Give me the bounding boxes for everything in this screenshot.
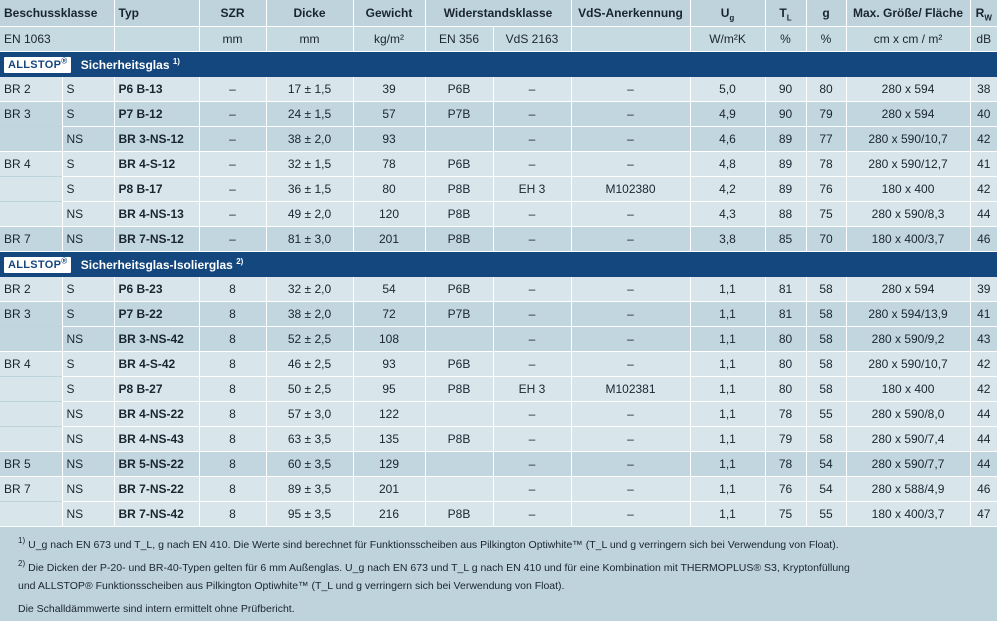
cell-gewicht: 108 <box>353 326 425 351</box>
cell-dicke: 60 ± 3,5 <box>266 451 353 476</box>
cell-ug: 1,1 <box>690 501 765 526</box>
cell-g: 58 <box>806 376 846 401</box>
cell-typ: BR 4-NS-13 <box>114 201 199 226</box>
cell-en356: P8B <box>425 426 493 451</box>
cell-max: 280 x 590/8,3 <box>846 201 970 226</box>
cell-en356: P7B <box>425 301 493 326</box>
unit-empty <box>114 27 199 52</box>
col-header-tl: $T_L$ <box>765 0 806 27</box>
cell-max: 280 x 590/7,7 <box>846 451 970 476</box>
cell-szr: – <box>199 77 266 102</box>
section1-rows <box>0 77 997 252</box>
cell-tl: 75 <box>765 501 806 526</box>
cell-s-ns: S <box>62 277 114 302</box>
cell-dicke: 63 ± 3,5 <box>266 426 353 451</box>
cell-tl: 89 <box>765 151 806 176</box>
cell-rw: 47 <box>970 501 997 526</box>
cell-vds2163: – <box>493 151 571 176</box>
cell-gewicht: 122 <box>353 401 425 426</box>
cell-dicke: 52 ± 2,5 <box>266 326 353 351</box>
cell-vds: – <box>571 401 690 426</box>
cell-tl: 89 <box>765 126 806 151</box>
cell-max: 280 x 590/8,0 <box>846 401 970 426</box>
table-row <box>0 426 997 451</box>
cell-ug: 4,2 <box>690 176 765 201</box>
cell-beschussklasse: BR 7 <box>0 226 62 251</box>
cell-en356: P8B <box>425 176 493 201</box>
cell-max: 280 x 590/12,7 <box>846 151 970 176</box>
cell-en356: P6B <box>425 151 493 176</box>
cell-gewicht: 120 <box>353 201 425 226</box>
cell-gewicht: 93 <box>353 351 425 376</box>
cell-beschussklasse: BR 3 <box>0 101 62 126</box>
cell-rw: 40 <box>970 101 997 126</box>
cell-typ: BR 4-NS-22 <box>114 401 199 426</box>
unit-en356: EN 356 <box>425 27 493 52</box>
cell-s-ns: NS <box>62 201 114 226</box>
cell-rw: 44 <box>970 201 997 226</box>
cell-g: 77 <box>806 126 846 151</box>
cell-en356: P7B <box>425 101 493 126</box>
cell-rw: 46 <box>970 226 997 251</box>
cell-rw: 38 <box>970 77 997 102</box>
cell-vds2163: – <box>493 101 571 126</box>
cell-beschussklasse <box>0 176 62 201</box>
cell-g: 58 <box>806 326 846 351</box>
table-row <box>0 277 997 302</box>
cell-rw: 44 <box>970 401 997 426</box>
cell-g: 79 <box>806 101 846 126</box>
cell-typ: BR 7-NS-12 <box>114 226 199 251</box>
table-row <box>0 176 997 201</box>
section2-rows <box>0 277 997 527</box>
cell-dicke: 89 ± 3,5 <box>266 476 353 501</box>
cell-vds: – <box>571 201 690 226</box>
cell-dicke: 36 ± 1,5 <box>266 176 353 201</box>
table-row <box>0 351 997 376</box>
section-header-isolierglas <box>0 251 997 276</box>
cell-typ: P6 B-13 <box>114 77 199 102</box>
cell-rw: 42 <box>970 351 997 376</box>
cell-s-ns: NS <box>62 451 114 476</box>
cell-vds: M102381 <box>571 376 690 401</box>
cell-s-ns: S <box>62 77 114 102</box>
cell-beschussklasse: BR 5 <box>0 451 62 476</box>
cell-gewicht: 201 <box>353 476 425 501</box>
cell-szr: 8 <box>199 376 266 401</box>
table-row <box>0 476 997 501</box>
cell-szr: 8 <box>199 476 266 501</box>
cell-max: 280 x 590/9,2 <box>846 326 970 351</box>
cell-rw: 43 <box>970 326 997 351</box>
section-title: Sicherheitsglas $^{1)}$ <box>80 56 180 72</box>
cell-szr: 8 <box>199 351 266 376</box>
cell-szr: – <box>199 151 266 176</box>
cell-s-ns: S <box>62 151 114 176</box>
col-header-gewicht: Gewicht <box>353 0 425 27</box>
cell-ug: 4,6 <box>690 126 765 151</box>
cell-typ: BR 7-NS-42 <box>114 501 199 526</box>
cell-max: 180 x 400/3,7 <box>846 226 970 251</box>
cell-dicke: 49 ± 2,0 <box>266 201 353 226</box>
cell-vds: – <box>571 277 690 302</box>
cell-tl: 80 <box>765 326 806 351</box>
cell-typ: BR 3-NS-12 <box>114 126 199 151</box>
cell-gewicht: 129 <box>353 451 425 476</box>
cell-beschussklasse: BR 2 <box>0 77 62 102</box>
unit-szr: mm <box>199 27 266 52</box>
cell-s-ns: NS <box>62 226 114 251</box>
cell-typ: P8 B-27 <box>114 376 199 401</box>
cell-max: 180 x 400 <box>846 176 970 201</box>
cell-vds2163: – <box>493 501 571 526</box>
cell-g: 55 <box>806 501 846 526</box>
cell-g: 55 <box>806 401 846 426</box>
cell-vds: – <box>571 101 690 126</box>
cell-beschussklasse <box>0 126 62 151</box>
cell-typ: P7 B-12 <box>114 101 199 126</box>
cell-max: 280 x 588/4,9 <box>846 476 970 501</box>
cell-gewicht: 95 <box>353 376 425 401</box>
cell-vds2163: – <box>493 476 571 501</box>
cell-szr: 8 <box>199 301 266 326</box>
unit-tl: % <box>765 27 806 52</box>
cell-vds: – <box>571 301 690 326</box>
cell-s-ns: NS <box>62 126 114 151</box>
cell-szr: – <box>199 126 266 151</box>
table-row <box>0 501 997 526</box>
units-row <box>0 27 997 52</box>
unit-ug: W/m²K <box>690 27 765 52</box>
cell-szr: – <box>199 201 266 226</box>
cell-vds: – <box>571 501 690 526</box>
cell-ug: 1,1 <box>690 277 765 302</box>
cell-tl: 78 <box>765 451 806 476</box>
cell-ug: 4,9 <box>690 101 765 126</box>
cell-gewicht: 57 <box>353 101 425 126</box>
table-row <box>0 151 997 176</box>
cell-typ: BR 3-NS-42 <box>114 326 199 351</box>
cell-s-ns: NS <box>62 501 114 526</box>
cell-vds: – <box>571 126 690 151</box>
cell-gewicht: 135 <box>353 426 425 451</box>
col-header-szr: SZR <box>199 0 266 27</box>
cell-dicke: 38 ± 2,0 <box>266 126 353 151</box>
cell-gewicht: 93 <box>353 126 425 151</box>
cell-vds2163: – <box>493 326 571 351</box>
cell-beschussklasse <box>0 326 62 351</box>
cell-ug: 1,1 <box>690 451 765 476</box>
cell-tl: 81 <box>765 277 806 302</box>
cell-tl: 85 <box>765 226 806 251</box>
col-header-widerstandsklasse: Widerstandsklasse <box>425 0 571 27</box>
cell-ug: 1,1 <box>690 476 765 501</box>
cell-beschussklasse: BR 7 <box>0 476 62 501</box>
col-header-rw: $R_W$ <box>970 0 997 27</box>
cell-vds2163: – <box>493 277 571 302</box>
cell-rw: 44 <box>970 451 997 476</box>
cell-vds2163: – <box>493 451 571 476</box>
cell-vds: M102380 <box>571 176 690 201</box>
cell-rw: 39 <box>970 277 997 302</box>
cell-g: 54 <box>806 451 846 476</box>
cell-dicke: 32 ± 1,5 <box>266 151 353 176</box>
cell-max: 180 x 400 <box>846 376 970 401</box>
cell-szr: 8 <box>199 426 266 451</box>
table-row <box>0 376 997 401</box>
cell-beschussklasse <box>0 401 62 426</box>
cell-ug: 4,3 <box>690 201 765 226</box>
cell-en356 <box>425 476 493 501</box>
cell-gewicht: 54 <box>353 277 425 302</box>
unit-dicke: mm <box>266 27 353 52</box>
unit-vds2163: VdS 2163 <box>493 27 571 52</box>
cell-max: 280 x 594 <box>846 77 970 102</box>
cell-gewicht: 72 <box>353 301 425 326</box>
cell-vds2163: – <box>493 301 571 326</box>
cell-gewicht: 216 <box>353 501 425 526</box>
cell-vds: – <box>571 77 690 102</box>
cell-tl: 89 <box>765 176 806 201</box>
cell-vds2163: – <box>493 201 571 226</box>
cell-s-ns: NS <box>62 476 114 501</box>
cell-vds2163: EH 3 <box>493 376 571 401</box>
col-header-vds: VdS-Anerkennung <box>571 0 690 27</box>
unit-en1063: EN 1063 <box>0 27 114 52</box>
col-header-max: Max. Größe/ Fläche <box>846 0 970 27</box>
header-row <box>0 0 997 27</box>
cell-s-ns: NS <box>62 326 114 351</box>
cell-szr: – <box>199 176 266 201</box>
cell-en356 <box>425 326 493 351</box>
allstop-logo: ALLSTOP® <box>4 257 71 273</box>
unit-gewicht: kg/m² <box>353 27 425 52</box>
table-row <box>0 126 997 151</box>
unit-g: % <box>806 27 846 52</box>
cell-s-ns: S <box>62 176 114 201</box>
cell-g: 58 <box>806 351 846 376</box>
cell-gewicht: 78 <box>353 151 425 176</box>
cell-ug: 5,0 <box>690 77 765 102</box>
cell-ug: 3,8 <box>690 226 765 251</box>
cell-rw: 41 <box>970 151 997 176</box>
cell-vds2163: EH 3 <box>493 176 571 201</box>
cell-rw: 44 <box>970 426 997 451</box>
table-row <box>0 451 997 476</box>
table-row <box>0 326 997 351</box>
cell-typ: P8 B-17 <box>114 176 199 201</box>
allstop-logo: ALLSTOP® <box>4 57 71 73</box>
cell-s-ns: S <box>62 101 114 126</box>
cell-szr: 8 <box>199 326 266 351</box>
cell-typ: BR 5-NS-22 <box>114 451 199 476</box>
cell-max: 280 x 590/10,7 <box>846 126 970 151</box>
col-header-ug: $U_g$ <box>690 0 765 27</box>
cell-szr: 8 <box>199 501 266 526</box>
cell-szr: 8 <box>199 451 266 476</box>
cell-tl: 80 <box>765 351 806 376</box>
unit-rw: dB <box>970 27 997 52</box>
cell-ug: 1,1 <box>690 401 765 426</box>
cell-dicke: 38 ± 2,0 <box>266 301 353 326</box>
cell-vds: – <box>571 426 690 451</box>
cell-typ: BR 4-NS-43 <box>114 426 199 451</box>
cell-vds: – <box>571 226 690 251</box>
cell-vds2163: – <box>493 401 571 426</box>
section-title: Sicherheitsglas-Isolierglas $^{2)}$ <box>80 256 244 272</box>
cell-beschussklasse <box>0 501 62 526</box>
cell-dicke: 50 ± 2,5 <box>266 376 353 401</box>
cell-vds: – <box>571 451 690 476</box>
cell-vds: – <box>571 351 690 376</box>
cell-g: 54 <box>806 476 846 501</box>
cell-beschussklasse: BR 2 <box>0 277 62 302</box>
table-row <box>0 101 997 126</box>
col-header-typ: Typ <box>114 0 199 27</box>
unit-max: cm x cm / m² <box>846 27 970 52</box>
cell-ug: 1,1 <box>690 326 765 351</box>
cell-s-ns: S <box>62 351 114 376</box>
cell-g: 78 <box>806 151 846 176</box>
table-row <box>0 201 997 226</box>
cell-typ: P7 B-22 <box>114 301 199 326</box>
cell-szr: – <box>199 226 266 251</box>
cell-vds: – <box>571 326 690 351</box>
cell-beschussklasse: BR 4 <box>0 151 62 176</box>
cell-ug: 1,1 <box>690 376 765 401</box>
cell-typ: BR 7-NS-22 <box>114 476 199 501</box>
cell-vds: – <box>571 151 690 176</box>
cell-dicke: 24 ± 1,5 <box>266 101 353 126</box>
cell-vds: – <box>571 476 690 501</box>
cell-rw: 42 <box>970 126 997 151</box>
cell-tl: 80 <box>765 376 806 401</box>
unit-empty <box>571 27 690 52</box>
footnotes <box>0 527 997 618</box>
cell-dicke: 32 ± 2,0 <box>266 277 353 302</box>
cell-ug: 1,1 <box>690 301 765 326</box>
cell-s-ns: S <box>62 301 114 326</box>
col-header-beschussklasse: Beschussklasse <box>0 0 114 27</box>
col-header-dicke: Dicke <box>266 0 353 27</box>
table-row <box>0 401 997 426</box>
cell-typ: BR 4-S-12 <box>114 151 199 176</box>
cell-ug: 1,1 <box>690 351 765 376</box>
cell-g: 75 <box>806 201 846 226</box>
section-header-sicherheitsglas <box>0 52 997 77</box>
footnote-2-cont: und ALLSTOP® Funktionsscheiben aus Pilkington Optiwhite™ (T_L und g verringern sich bei Verwendung von Float). <box>18 579 565 592</box>
cell-max: 280 x 590/10,7 <box>846 351 970 376</box>
cell-typ: BR 4-S-42 <box>114 351 199 376</box>
cell-max: 280 x 594 <box>846 101 970 126</box>
cell-s-ns: S <box>62 376 114 401</box>
cell-s-ns: NS <box>62 426 114 451</box>
cell-en356: P8B <box>425 376 493 401</box>
table-row <box>0 226 997 251</box>
table-row <box>0 77 997 102</box>
cell-en356 <box>425 401 493 426</box>
cell-vds2163: – <box>493 226 571 251</box>
cell-gewicht: 80 <box>353 176 425 201</box>
cell-en356 <box>425 126 493 151</box>
col-header-g: g <box>806 0 846 27</box>
cell-szr: – <box>199 101 266 126</box>
cell-max: 280 x 594 <box>846 277 970 302</box>
cell-tl: 76 <box>765 476 806 501</box>
cell-gewicht: 39 <box>353 77 425 102</box>
cell-en356: P8B <box>425 226 493 251</box>
footnote-3: Die Schalldämmwerte sind intern ermittelt ohne Prüfbericht. <box>18 602 295 615</box>
cell-en356: P6B <box>425 77 493 102</box>
cell-en356 <box>425 451 493 476</box>
cell-beschussklasse <box>0 376 62 401</box>
cell-g: 70 <box>806 226 846 251</box>
cell-dicke: 17 ± 1,5 <box>266 77 353 102</box>
cell-en356: P8B <box>425 201 493 226</box>
cell-vds2163: – <box>493 126 571 151</box>
cell-g: 76 <box>806 176 846 201</box>
cell-dicke: 95 ± 3,5 <box>266 501 353 526</box>
cell-en356: P8B <box>425 501 493 526</box>
cell-max: 280 x 594/13,9 <box>846 301 970 326</box>
cell-tl: 78 <box>765 401 806 426</box>
cell-max: 280 x 590/7,4 <box>846 426 970 451</box>
cell-g: 80 <box>806 77 846 102</box>
cell-szr: 8 <box>199 277 266 302</box>
cell-vds2163: – <box>493 77 571 102</box>
cell-szr: 8 <box>199 401 266 426</box>
cell-g: 58 <box>806 301 846 326</box>
cell-tl: 90 <box>765 77 806 102</box>
cell-dicke: 57 ± 3,0 <box>266 401 353 426</box>
cell-dicke: 46 ± 2,5 <box>266 351 353 376</box>
cell-beschussklasse: BR 3 <box>0 301 62 326</box>
cell-typ: P6 B-23 <box>114 277 199 302</box>
cell-beschussklasse <box>0 426 62 451</box>
cell-rw: 41 <box>970 301 997 326</box>
cell-beschussklasse: BR 4 <box>0 351 62 376</box>
cell-en356: P6B <box>425 277 493 302</box>
cell-en356: P6B <box>425 351 493 376</box>
cell-vds2163: – <box>493 351 571 376</box>
cell-tl: 90 <box>765 101 806 126</box>
cell-max: 180 x 400/3,7 <box>846 501 970 526</box>
cell-rw: 42 <box>970 176 997 201</box>
cell-g: 58 <box>806 277 846 302</box>
cell-tl: 81 <box>765 301 806 326</box>
cell-gewicht: 201 <box>353 226 425 251</box>
cell-vds2163: – <box>493 426 571 451</box>
cell-ug: 4,8 <box>690 151 765 176</box>
cell-beschussklasse <box>0 201 62 226</box>
cell-s-ns: NS <box>62 401 114 426</box>
footnote-1: $^{1)}$ U_g nach EN 673 und T_L, g nach EN 410. Die Werte sind berechnet für Funktionsscheiben aus Pilkington Optiwhite™ (T_L und g verringern sich bei Verwendung von Float). <box>18 536 839 551</box>
cell-rw: 42 <box>970 376 997 401</box>
cell-ug: 1,1 <box>690 426 765 451</box>
table-row <box>0 301 997 326</box>
cell-tl: 79 <box>765 426 806 451</box>
footnote-2: $^{2)}$ Die Dicken der P-20- und BR-40-Typen gelten für 6 mm Außenglas. U_g nach EN 673 und T_L g nach EN 410 und für eine Kombination mit THERMOPLUS® S3, Kryptonfüllung <box>18 559 850 574</box>
cell-tl: 88 <box>765 201 806 226</box>
cell-rw: 46 <box>970 476 997 501</box>
cell-g: 58 <box>806 426 846 451</box>
cell-dicke: 81 ± 3,0 <box>266 226 353 251</box>
